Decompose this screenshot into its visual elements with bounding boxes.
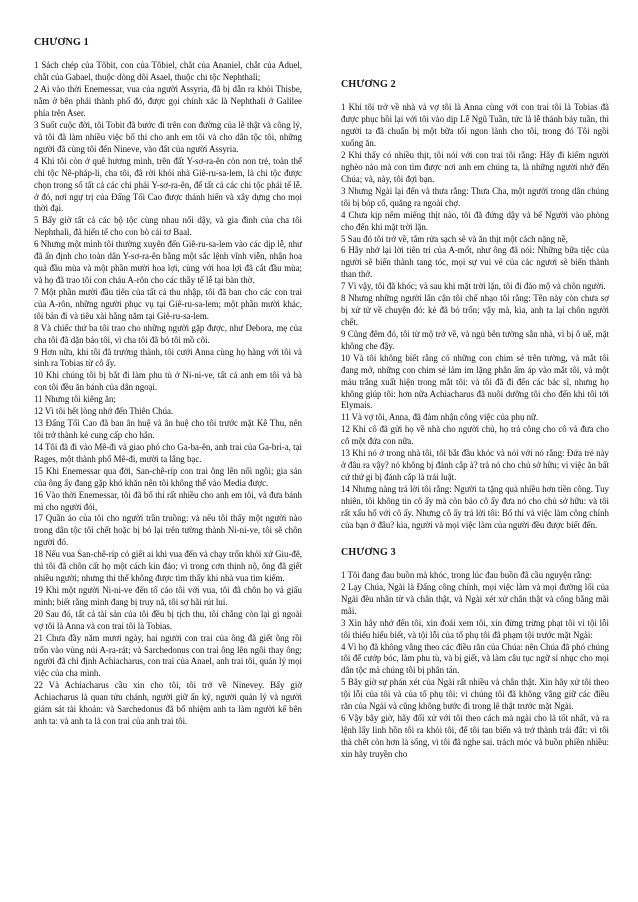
- right-column: [341, 64, 609, 761]
- verse: 13 Đấng Tối Cao đã ban ân huệ và ân huệ cho tôi trước mặt Kê Thu, nên tôi trở thành kẻ cung cấp cho hắn.: [34, 418, 302, 440]
- verse: 9 Cũng đêm đó, tôi từ mộ trở về, và ngủ bên tường sân nhà, vì bị ô uế, mặt không che đậy.: [341, 328, 609, 351]
- verse: 1 Khi tôi trở về nhà và vợ tôi là Anna cùng với con trai tôi là Tobias đã được phục hồi lại với tôi vào dịp Lễ Ngũ Tuần, tức là lễ thánh bảy tuần, thì người ta đã chuẩn bị một bữa tối ngon lành cho tôi, trong đó Tôi ngồi xuống ăn.: [341, 102, 609, 149]
- verse: 14 Nhưng nàng trả lời tôi rằng: Người ta tặng quà nhiều hơn tiền công. Tuy nhiên, tôi không tin cô ấy mà còn bảo cô ấy đưa nó cho chủ sở hữu: và tôi rất xấu hổ với cô ấy. Nhưng cô ấy trả lời tôi: Bố thí và việc làm công chính của bạn ở đâu? kìa, người và mọi việc làm của người đều được biết đến.: [341, 483, 609, 530]
- verse: 3 Nhưng Ngài lại đến và thưa rằng: Thưa Cha, một người trong dân chúng tôi bị bóp cổ, quăng ra ngoài chợ.: [341, 185, 609, 208]
- chapter-3-title: CHƯƠNG 3: [341, 546, 396, 558]
- verse: 9 Hơn nữa, khi tôi đã trưởng thành, tôi cưới Anna cùng họ hàng với tôi và sinh ra Tobias từ cô ấy.: [34, 346, 302, 369]
- verse: 6 Hãy nhớ lại lời tiên tri của A-mốt, như ông đã nói: Những bữa tiệc của người sẽ biến thành tang tóc, mọi sự vui vẻ của các ngươi sẽ biến thành than thở.: [341, 245, 609, 280]
- verse: 7 Một phần mười đầu tiên của tất cả thu nhập, tôi đã ban cho các con trai của A-rôn, những người phục vụ tại Giê-ru-sa-lem; một phần mười khác, tôi bán đi và tiêu xài hằng năm tại Giê-ru-sa-lem.: [34, 286, 302, 321]
- verse: 4 Chưa kịp nếm miếng thịt nào, tôi đã đứng dậy và bế Người vào phòng cho đến khi mặt trời lặn.: [341, 209, 609, 232]
- verse: 3 Xin hãy nhớ đến tôi, xin đoái xem tôi, xin đừng trừng phạt tôi vì tội lỗi tôi thiếu hiểu biết, và tội lỗi của tổ phụ tôi đã phạm tội trước mặt Ngài:: [341, 617, 609, 640]
- verse: 5 Sau đó tôi trở về, tắm rửa sạch sẽ và ăn thịt một cách nặng nề,: [341, 233, 568, 244]
- verse: 12 Vì tôi hết lòng nhớ đến Thiên Chúa.: [34, 406, 174, 417]
- verse: 6 Vậy bây giờ, hãy đối xử với tôi theo cách mà ngài cho là tốt nhất, và ra lệnh lấy linh hồn tôi ra khỏi tôi, để tôi tan biến và trở thành trái đất: vì tôi thà chết còn hơn là sống, vì tôi đã nghe sai. trách móc và buồn phiền nhiều: xin hãy truyền cho: [341, 713, 609, 759]
- verse: 2 Lạy Chúa, Ngài là Đấng công chính, mọi việc làm và mọi đường lối của Ngài đều nhân từ và chân thật, và Ngài xét xử chân thật và công bằng mãi mãi.: [341, 581, 609, 616]
- verse: 16 Vào thời Enemessar, tôi đã bố thí rất nhiều cho anh em tôi, và đưa bánh mì cho người đói,: [34, 489, 302, 512]
- verse: 1 Sách chép của Tôbit, con của Tôbiel, chắt của Ananiel, chắt của Aduel, chắt của Gabael, thuộc dòng dõi Asael, thuộc chi tộc Nephthali;: [34, 60, 302, 83]
- verse: 3 Suốt cuộc đời, tôi Tobit đã bước đi trên con đường của lẽ thật và công lý, và tôi đã làm nhiều việc bố thí cho anh em tôi và cho dân tộc tôi, những người đã cùng tôi đến Nineve, vào đất của người Assyria.: [34, 120, 302, 154]
- verse: 11 Nhưng tôi kiêng ăn;: [34, 394, 116, 405]
- verse: 18 Nếu vua San-chê-ríp có giết ai khi vua đến và chạy trốn khỏi xứ Giu-đê, thì tôi đã chôn cất họ một cách kín đáo; vì trong cơn thịnh nộ, ông đã giết nhiều người; nhưng thi thể không được tìm thấy khi nhà vua tìm kiếm.: [34, 549, 302, 584]
- verse: 19 Khi một người Ni-ni-ve đến tố cáo tôi với vua, tôi đã chôn họ và giấu mình; biết rằng mình đang bị truy nã, tôi sợ hãi rút lui.: [34, 584, 302, 607]
- left-column: [34, 36, 302, 728]
- verse: 5 Bây giờ sự phán xét của Ngài rất nhiều và chân thật. Xin hãy xử tôi theo tội lỗi của tôi và của tổ phụ tôi: vì chúng tôi đã không vâng giữ các điều răn của Ngài và cũng không bước đi trong lẽ thật trước mặt Ngài.: [341, 677, 609, 712]
- verse: 21 Chưa đầy năm mươi ngày, hai người con trai của ông đã giết ông rồi trốn vào vùng núi A-ra-rát; và Sarchedonus con trai ông lên ngôi thay ông; người đã chỉ định Achiacharus, con trai của Anael, anh trai tôi, quản lý mọi việc của cha mình.: [34, 632, 302, 679]
- verse: 15 Khi Enemessar qua đời, San-chê-ríp con trai ông lên nối ngôi; gia sản của ông ấy đang gặp khó khăn nên tôi không thể vào Media được.: [34, 465, 302, 488]
- verse: 5 Bấy giờ tất cả các bộ tộc cùng nhau nổi dậy, và gia đình của cha tôi Nephthali, đã hiến tế cho con bò cái tơ Baal.: [34, 215, 302, 238]
- chapter-2-title: CHƯƠNG 2: [341, 79, 396, 90]
- verse: 10 Khi chúng tôi bị bắt đi làm phu tù ở Ni-ni-ve, tất cả anh em tôi và bà con tôi đều ăn bánh của dân ngoại.: [34, 370, 302, 393]
- verse-continued: 22 Và Achiacharus cầu xin cho tôi, tôi trở về Ninevey. Bấy giờ Achiacharus là quan tửu chánh, người giữ ấn ký, người quản lý và người giám sát tài khoản: và Sarchedonus đã bổ nhiệm anh ta làm người kế bên anh ta: và anh ta là con trai của anh trai tôi.: [34, 680, 302, 727]
- verse: 4 Khi tôi còn ở quê hương mình, trên đất Y-sơ-ra-ên còn non trẻ, toàn thể chi tộc Nê-pháp-li, cha tôi, đã rời khỏi nhà Giê-ru-sa-lem, là chi tộc được chọn trong số tất cả các chi phái Y-sơ-ra-ên, để tất cả các chi tộc phải tế lễ. ở đó, nơi ngự trị của Đấng Tối Cao được thánh hiến và xây dựng cho mọi thời đại.: [34, 155, 302, 214]
- verse: 14 Tôi đã đi vào Mê-đi và giao phó cho Ga-ba-ên, anh trai của Ga-bri-a, tại Rages, một thành phố Mê-đi, mười ta lâng bạc.: [34, 441, 302, 464]
- verse: 7 Vì vậy, tôi đã khóc; và sau khi mặt trời lặn, tôi đi đào mộ và chôn người.: [341, 281, 606, 292]
- verse: 11 Và vợ tôi, Anna, đã đảm nhận công việc của phụ nữ.: [341, 412, 539, 423]
- verse: 17 Quần áo của tôi cho người trần truồng: và nếu tôi thấy một người nào trong dân tộc tôi chết hoặc bị bỏ lại trên tường thành Ni-ni-ve, tôi sẽ chôn người đó.: [34, 513, 302, 548]
- verse: 13 Khi nó ở trong nhà tôi, tôi bắt đầu khóc và nói với nó rằng: Đứa trẻ này ở đâu ra vậy? nó không bị đánh cắp à? trả nó cho chủ sở hữu; vì việc ăn bất cứ thứ gì bị đánh cắp là trái luật.: [341, 448, 609, 482]
- verse: 8 Và chiếc thứ ba tôi trao cho những người gặp được, như Debora, mẹ của cha tôi đã dặn bảo tôi, vì cha tôi đã bỏ tôi mồ côi.: [34, 322, 302, 345]
- verse: 10 Và tôi không biết rằng có những con chim sẻ trên tường, và mắt tôi đang mở, những con chim sẻ làm im lặng phân ấm áp vào mắt tôi, và một màu trắng xuất hiện trong mắt tôi: và tôi đã đi đến các bác sĩ, nhưng họ không giúp tôi: hơn nữa Achiacharus đã nuôi dưỡng tôi cho đến khi tôi tới Elymais.: [341, 352, 609, 411]
- verse: 2 Ai vào thời Enemessar, vua của người Assyria, đã bị dẫn ra khỏi Thisbe, nằm ở bên phải thành phố đó, được gọi chính xác là Nephthali ở Galilee phía trên Aser.: [34, 84, 302, 119]
- verse: 6 Nhưng một mình tôi thường xuyên đến Giê-ru-sa-lem vào các dịp lễ, như đã ấn định cho toàn dân Y-sơ-ra-ên bằng một sắc lệnh vĩnh viễn, nhận hoa quả đầu mùa và một phần mười hoa lợi, cùng với hoa lợi đã cắt đầu mùa; và họ đã trao tôi con cháu A-rôn cho các thầy tế lễ tại bàn thờ.: [34, 239, 302, 285]
- verse: 1 Tôi đang đau buồn mà khóc, trong lúc đau buồn đã cầu nguyện rằng:: [341, 569, 592, 580]
- verse: 4 Vì họ đã không vâng theo các điều răn của Chúa: nên Chúa đã phó chúng tôi để cướp bóc, làm phu tù, và bị giết, và làm câu tục ngữ sỉ nhục cho mọi dân tộc mà chúng tôi bị phân tán.: [341, 641, 609, 676]
- chapter-1-title: CHƯƠNG 1: [34, 37, 89, 48]
- verse: 2 Khi thấy có nhiều thịt, tôi nói với con trai tôi rằng: Hãy đi kiếm người nghèo nào mà con tìm được nơi anh em chúng ta, là những người nhớ đến Chúa; và, này, tôi đợi bạn.: [341, 150, 609, 184]
- verse: 8 Nhưng những người lân cận tôi chế nhạo tôi rằng: Tên này còn chưa sợ bị xử tử về chuyện đó: kẻ đã bỏ trốn; vậy mà, kìa, anh ta lại chôn người chết.: [341, 293, 609, 327]
- verse: 20 Sau đó, tất cả tài sản của tôi đều bị tịch thu, tôi chẳng còn lại gì ngoài vợ tôi là Anna và con trai tôi là Tobias.: [34, 608, 302, 631]
- verse: 12 Khi cô đã gửi họ về nhà cho người chủ, họ trả công cho cô và đưa cho cô một đứa con nữa.: [341, 424, 609, 447]
